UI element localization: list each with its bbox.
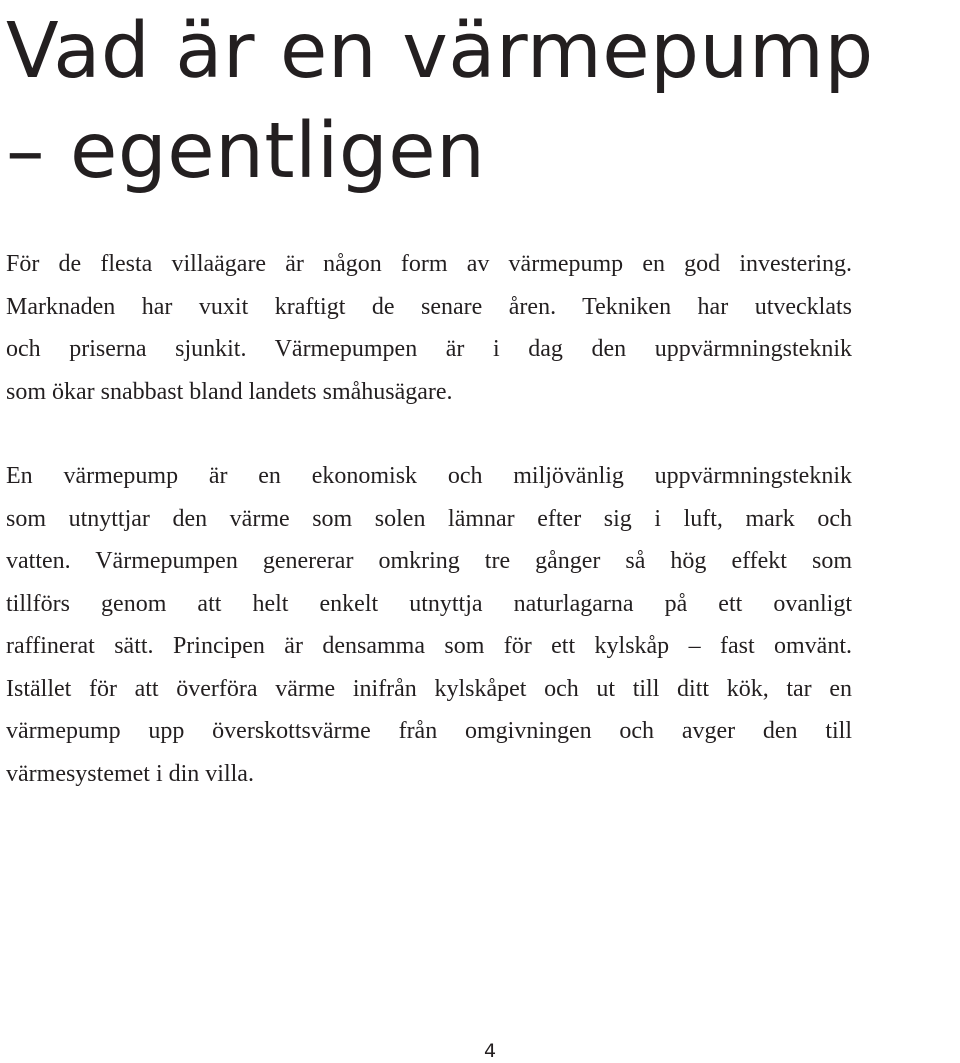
paragraph-line: värmesystemet i din villa. [6,760,254,787]
page-title [6,2,956,202]
paragraph-line: Istället för att överföra värme inifrån kylskåpet och ut till ditt kök, tar en [6,675,852,702]
paragraph-line: värmepump upp överskottsvärme från omgivningen och avger den till [6,718,852,744]
explanation-paragraph [6,455,852,795]
intro-paragraph [6,243,852,413]
paragraph-line: raffinerat sätt. Principen är densamma som för ett kylskåp – fast omvänt. [6,633,852,659]
paragraph-line: och priserna sjunkit. Värmepumpen är i dag den uppvärmningsteknik [6,336,852,362]
paragraph-line: som ökar snabbast bland landets småhusägare. [6,378,453,405]
page-number: 4 [483,1040,497,1062]
paragraph-line: Marknaden har vuxit kraftigt de senare åren. Tekniken har utvecklats [6,293,852,320]
paragraph-line: För de flesta villaägare är någon form av värmepump en god investering. [6,251,852,277]
paragraph-line: vatten. Värmepumpen genererar omkring tre gånger så hög effekt som [6,548,852,574]
paragraph-line: tillförs genom att helt enkelt utnyttja naturlagarna på ett ovanligt [6,590,852,617]
paragraph-line: En värmepump är en ekonomisk och miljövänlig uppvärmningsteknik [6,463,852,489]
paragraph-line: som utnyttjar den värme som solen lämnar efter sig i luft, mark och [6,505,852,532]
page-title-line-2: – egentligen [6,107,486,196]
page-title-line-1: Vad är en värmepump [6,7,874,96]
